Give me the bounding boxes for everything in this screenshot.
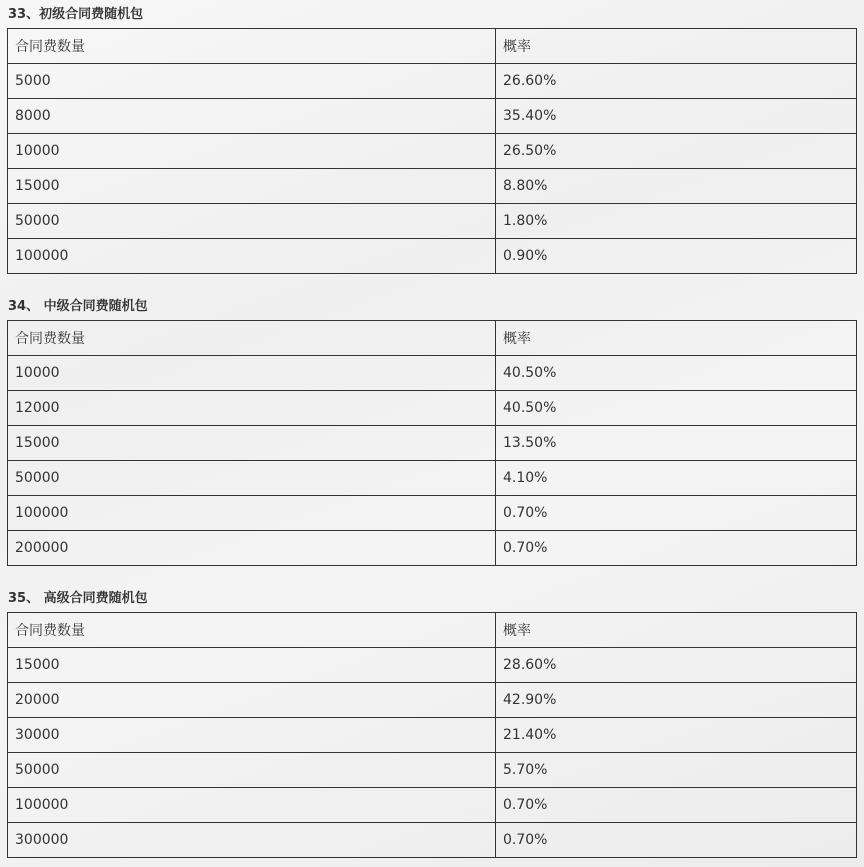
cell-prob: 0.70%: [496, 496, 857, 531]
section-title: 35、 高级合同费随机包: [8, 591, 148, 606]
table-row: [8, 496, 857, 531]
table-row: [8, 356, 857, 391]
header-amount: 合同费数量: [8, 29, 496, 64]
cell-amount: 15000: [8, 426, 496, 461]
table-header-row: [8, 321, 857, 356]
header-prob: 概率: [496, 29, 857, 64]
cell-prob: 5.70%: [496, 753, 857, 788]
probability-table: [7, 612, 857, 858]
probability-table: [7, 28, 857, 274]
section-title: 33、初级合同费随机包: [8, 7, 144, 22]
cell-amount: 100000: [8, 496, 496, 531]
cell-amount: 50000: [8, 753, 496, 788]
table-row: [8, 788, 857, 823]
cell-prob: 26.50%: [496, 134, 857, 169]
cell-prob: 4.10%: [496, 461, 857, 496]
table-row: [8, 648, 857, 683]
cell-amount: 100000: [8, 788, 496, 823]
section-35: [7, 590, 857, 858]
table-row: [8, 239, 857, 274]
table-row: [8, 134, 857, 169]
cell-amount: 8000: [8, 99, 496, 134]
header-prob: 概率: [496, 613, 857, 648]
probability-table: [7, 320, 857, 566]
cell-amount: 50000: [8, 461, 496, 496]
cell-amount: 200000: [8, 531, 496, 566]
table-header-row: [8, 613, 857, 648]
cell-prob: 21.40%: [496, 718, 857, 753]
cell-prob: 0.70%: [496, 823, 857, 858]
cell-prob: 1.80%: [496, 204, 857, 239]
cell-prob: 35.40%: [496, 99, 857, 134]
table-row: [8, 391, 857, 426]
header-prob: 概率: [496, 321, 857, 356]
cell-amount: 20000: [8, 683, 496, 718]
section-33: [7, 6, 857, 274]
cell-amount: 100000: [8, 239, 496, 274]
cell-prob: 40.50%: [496, 356, 857, 391]
cell-prob: 0.70%: [496, 531, 857, 566]
cell-prob: 26.60%: [496, 64, 857, 99]
cell-amount: 12000: [8, 391, 496, 426]
cell-amount: 300000: [8, 823, 496, 858]
cell-prob: 13.50%: [496, 426, 857, 461]
table-row: [8, 718, 857, 753]
table-row: [8, 823, 857, 858]
table-header-row: [8, 29, 857, 64]
cell-amount: 30000: [8, 718, 496, 753]
section-title: 34、 中级合同费随机包: [8, 299, 148, 314]
table-row: [8, 99, 857, 134]
cell-prob: 0.90%: [496, 239, 857, 274]
table-row: [8, 531, 857, 566]
section-34: [7, 298, 857, 566]
cell-amount: 10000: [8, 356, 496, 391]
cell-amount: 50000: [8, 204, 496, 239]
table-row: [8, 426, 857, 461]
cell-prob: 42.90%: [496, 683, 857, 718]
table-row: [8, 204, 857, 239]
table-row: [8, 169, 857, 204]
table-row: [8, 683, 857, 718]
cell-amount: 5000: [8, 64, 496, 99]
cell-amount: 15000: [8, 169, 496, 204]
header-amount: 合同费数量: [8, 613, 496, 648]
cell-amount: 15000: [8, 648, 496, 683]
cell-prob: 0.70%: [496, 788, 857, 823]
cell-prob: 8.80%: [496, 169, 857, 204]
cell-prob: 40.50%: [496, 391, 857, 426]
table-row: [8, 753, 857, 788]
cell-prob: 28.60%: [496, 648, 857, 683]
cell-amount: 10000: [8, 134, 496, 169]
table-row: [8, 64, 857, 99]
table-row: [8, 461, 857, 496]
header-amount: 合同费数量: [8, 321, 496, 356]
